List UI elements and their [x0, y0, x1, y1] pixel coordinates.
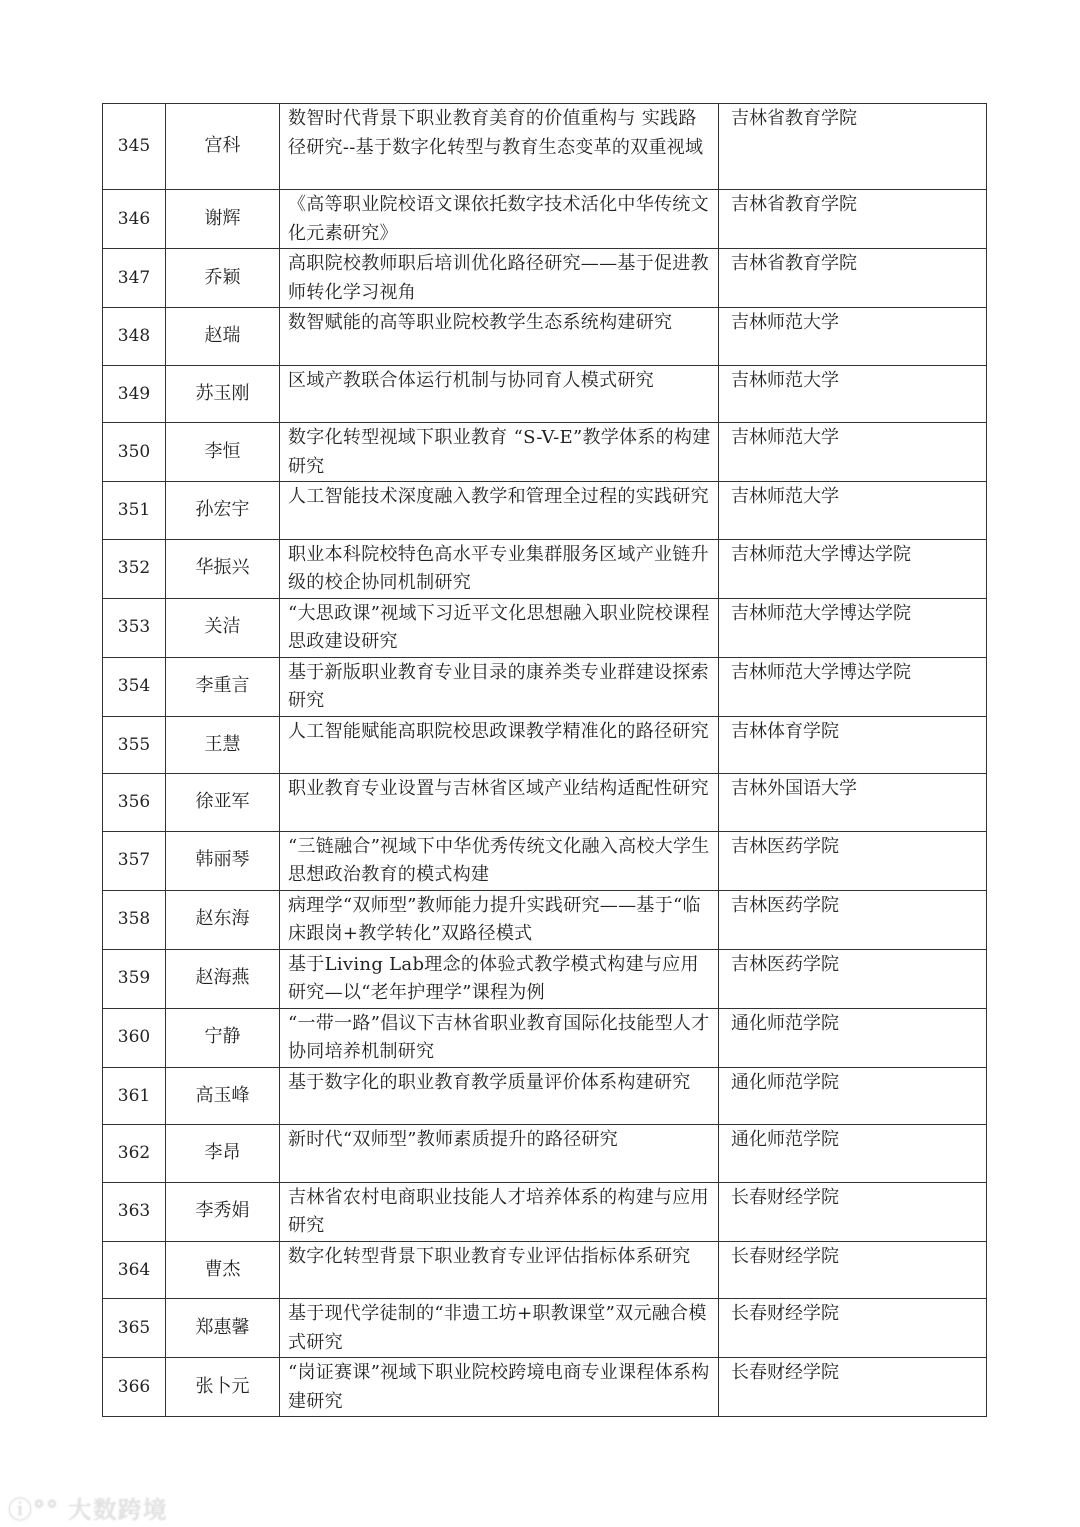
applicant-name: 宁静	[166, 1008, 280, 1067]
row-number: 360	[103, 1008, 166, 1067]
project-title: 数字化转型背景下职业教育专业评估指标体系研究	[280, 1241, 719, 1299]
table-row	[103, 831, 987, 890]
applicant-name: 赵东海	[166, 890, 280, 949]
institution: 吉林体育学院	[719, 716, 987, 774]
project-title: 数智赋能的高等职业院校教学生态系统构建研究	[280, 308, 719, 366]
institution: 通化师范学院	[719, 1067, 987, 1125]
table-row	[103, 1299, 987, 1358]
row-number: 355	[103, 716, 166, 774]
institution: 吉林师范大学博达学院	[719, 598, 987, 657]
table-row	[103, 598, 987, 657]
applicant-name: 张卜元	[166, 1358, 280, 1417]
institution: 吉林外国语大学	[719, 774, 987, 832]
row-number: 346	[103, 190, 166, 249]
institution: 长春财经学院	[719, 1358, 987, 1417]
project-title: 基于新版职业教育专业目录的康养类专业群建设探索研究	[280, 657, 719, 716]
project-title: 新时代“双师型”教师素质提升的路径研究	[280, 1125, 719, 1183]
applicant-name: 徐亚军	[166, 774, 280, 832]
applicant-name: 华振兴	[166, 539, 280, 598]
row-number: 348	[103, 308, 166, 366]
table-row	[103, 190, 987, 249]
table-row	[103, 308, 987, 366]
table-row	[103, 1125, 987, 1183]
applicant-name: 苏玉刚	[166, 365, 280, 423]
institution: 长春财经学院	[719, 1182, 987, 1241]
project-title: “一带一路”倡议下吉林省职业教育国际化技能型人才协同培养机制研究	[280, 1008, 719, 1067]
institution: 吉林省教育学院	[719, 249, 987, 308]
institution: 吉林师范大学	[719, 423, 987, 482]
table-row	[103, 1358, 987, 1417]
project-title: 基于数字化的职业教育教学质量评价体系构建研究	[280, 1067, 719, 1125]
table-row	[103, 949, 987, 1008]
table-row	[103, 716, 987, 774]
project-title: 吉林省农村电商职业技能人才培养体系的构建与应用研究	[280, 1182, 719, 1241]
institution: 吉林师范大学博达学院	[719, 657, 987, 716]
project-title: “岗证赛课”视域下职业院校跨境电商专业课程体系构建研究	[280, 1358, 719, 1417]
row-number: 357	[103, 831, 166, 890]
applicant-name: 高玉峰	[166, 1067, 280, 1125]
institution: 通化师范学院	[719, 1125, 987, 1183]
table-row	[103, 104, 987, 190]
applicant-name: 郑惠馨	[166, 1299, 280, 1358]
institution: 长春财经学院	[719, 1299, 987, 1358]
applicant-name: 关洁	[166, 598, 280, 657]
row-number: 350	[103, 423, 166, 482]
table-row	[103, 657, 987, 716]
row-number: 345	[103, 104, 166, 190]
table-row	[103, 249, 987, 308]
applicant-name: 宫科	[166, 104, 280, 190]
institution: 通化师范学院	[719, 1008, 987, 1067]
institution: 吉林医药学院	[719, 949, 987, 1008]
table-row	[103, 365, 987, 423]
table-row	[103, 1241, 987, 1299]
institution: 吉林师范大学博达学院	[719, 539, 987, 598]
institution: 吉林医药学院	[719, 831, 987, 890]
project-title: 人工智能技术深度融入教学和管理全过程的实践研究	[280, 482, 719, 540]
institution: 吉林省教育学院	[719, 104, 987, 190]
table-row	[103, 890, 987, 949]
applicant-name: 曹杰	[166, 1241, 280, 1299]
table-row	[103, 482, 987, 540]
applicant-name: 赵瑞	[166, 308, 280, 366]
institution: 吉林医药学院	[719, 890, 987, 949]
table-row	[103, 423, 987, 482]
applicant-name: 李秀娟	[166, 1182, 280, 1241]
project-list-table	[102, 103, 987, 1417]
applicant-name: 赵海燕	[166, 949, 280, 1008]
project-title: 职业教育专业设置与吉林省区域产业结构适配性研究	[280, 774, 719, 832]
project-title: 《高等职业院校语文课依托数字技术活化中华传统文化元素研究》	[280, 190, 719, 249]
table-row	[103, 774, 987, 832]
project-title: “三链融合”视域下中华优秀传统文化融入高校大学生思想政治教育的模式构建	[280, 831, 719, 890]
row-number: 362	[103, 1125, 166, 1183]
table-row	[103, 1067, 987, 1125]
row-number: 352	[103, 539, 166, 598]
project-title: 人工智能赋能高职院校思政课教学精准化的路径研究	[280, 716, 719, 774]
project-title: 基于Living Lab理念的体验式教学模式构建与应用研究—以“老年护理学”课程为例	[280, 949, 719, 1008]
row-number: 353	[103, 598, 166, 657]
watermark-text: 大数跨境	[67, 1496, 168, 1524]
applicant-name: 李恒	[166, 423, 280, 482]
row-number: 356	[103, 774, 166, 832]
project-title: 病理学“双师型”教师能力提升实践研究——基于“临床跟岗+教学转化”双路径模式	[280, 890, 719, 949]
project-title: 高职院校教师职后培训优化路径研究——基于促进教师转化学习视角	[280, 249, 719, 308]
institution: 吉林师范大学	[719, 365, 987, 423]
applicant-name: 谢辉	[166, 190, 280, 249]
row-number: 365	[103, 1299, 166, 1358]
row-number: 358	[103, 890, 166, 949]
row-number: 363	[103, 1182, 166, 1241]
project-title: 基于现代学徒制的“非遗工坊+职教课堂”双元融合模式研究	[280, 1299, 719, 1358]
row-number: 361	[103, 1067, 166, 1125]
table-row	[103, 539, 987, 598]
row-number: 364	[103, 1241, 166, 1299]
project-title: “大思政课”视域下习近平文化思想融入职业院校课程思政建设研究	[280, 598, 719, 657]
table-row	[103, 1008, 987, 1067]
project-title: 职业本科院校特色高水平专业集群服务区域产业链升级的校企协同机制研究	[280, 539, 719, 598]
watermark-logo: ⓘ°° 大数跨境	[8, 1496, 168, 1524]
institution: 长春财经学院	[719, 1241, 987, 1299]
applicant-name: 王慧	[166, 716, 280, 774]
applicant-name: 李昂	[166, 1125, 280, 1183]
row-number: 349	[103, 365, 166, 423]
project-title: 区域产教联合体运行机制与协同育人模式研究	[280, 365, 719, 423]
institution: 吉林省教育学院	[719, 190, 987, 249]
row-number: 359	[103, 949, 166, 1008]
applicant-name: 孙宏宇	[166, 482, 280, 540]
applicant-name: 韩丽琴	[166, 831, 280, 890]
table-row	[103, 1182, 987, 1241]
applicant-name: 李重言	[166, 657, 280, 716]
project-title: 数智时代背景下职业教育美育的价值重构与 实践路径研究--基于数字化转型与教育生态变革的双重视域	[280, 104, 719, 190]
row-number: 347	[103, 249, 166, 308]
institution: 吉林师范大学	[719, 308, 987, 366]
applicant-name: 乔颖	[166, 249, 280, 308]
row-number: 354	[103, 657, 166, 716]
row-number: 351	[103, 482, 166, 540]
row-number: 366	[103, 1358, 166, 1417]
institution: 吉林师范大学	[719, 482, 987, 540]
project-title: 数字化转型视域下职业教育 “S-V-E”教学体系的构建研究	[280, 423, 719, 482]
